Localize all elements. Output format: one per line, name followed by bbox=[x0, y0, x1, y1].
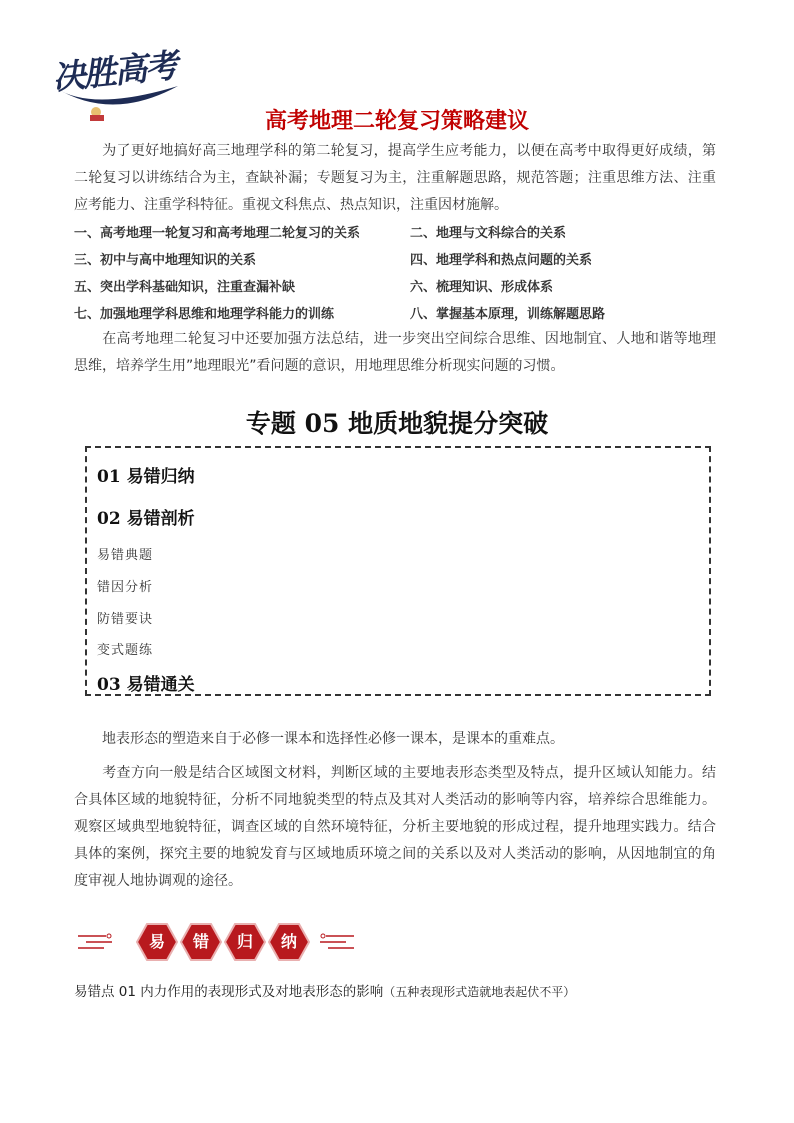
banner-char: 错 bbox=[192, 932, 209, 951]
strategy-row bbox=[74, 220, 734, 247]
section-banner bbox=[76, 914, 356, 970]
strategy-row bbox=[74, 274, 734, 301]
banner-char: 纳 bbox=[280, 932, 297, 951]
left-ornament-icon bbox=[76, 932, 116, 952]
overview-text: 地表形态的塑造来自于必修一课本和选择性必修一课本，是课本的重难点。 bbox=[102, 731, 564, 747]
banner-char: 易 bbox=[148, 932, 165, 951]
strategy-item: 八、掌握基本原理，训练解题思路 bbox=[410, 307, 606, 322]
section-title: 专题 05 地质地貌提分突破 bbox=[245, 409, 549, 438]
toc-heading-3: 03 易错通关 bbox=[97, 675, 195, 695]
page-title: 高考地理二轮复习策略建议 bbox=[264, 109, 529, 134]
toc-sub-item: 变式题练 bbox=[97, 643, 154, 658]
logo-text: 决胜高考 bbox=[50, 45, 178, 98]
banner-char: 归 bbox=[236, 932, 253, 951]
strategy-item: 七、加强地理学科思维和地理学科能力的训练 bbox=[74, 307, 335, 322]
strategy-item: 二、地理与文科综合的关系 bbox=[410, 226, 567, 241]
strategy-item: 一、高考地理一轮复习和高考地理二轮复习的关系 bbox=[74, 226, 361, 241]
strategy-item: 六、梳理知识、形成体系 bbox=[410, 280, 554, 295]
toc-sub-item: 错因分析 bbox=[97, 580, 154, 595]
intro-text: 为了更好地搞好高三地理学科的第二轮复习，提高学生应考能力，以便在高考中取得更好成绩，第二轮复习以讲练结合为主，查缺补漏；专题复习为主，注重解题思路，规范答题；注重思维方法、注重应考能力、注重学科特征。重视文科焦点、热点知识，注重因材施解。 bbox=[74, 143, 716, 213]
toc-heading-1: 01 易错归纳 bbox=[97, 467, 195, 487]
strategy-item: 三、初中与高中地理知识的关系 bbox=[74, 253, 257, 268]
toc-sub-item: 防错要诀 bbox=[97, 612, 154, 627]
toc-heading-2: 02 易错剖析 bbox=[97, 509, 195, 529]
strategy-row bbox=[74, 247, 734, 274]
strategy-item: 五、突出学科基础知识，注重查漏补缺 bbox=[74, 280, 296, 295]
overview-paragraph bbox=[74, 726, 716, 753]
error-point-heading bbox=[74, 980, 575, 1000]
outro-text: 在高考地理二轮复习中还要加强方法总结，进一步突出空间综合思维、因地制宜、人地和谐等地理思维，培养学生用”地理眼光”看问题的意识，用地理思维分析现实问题的习惯。 bbox=[74, 331, 716, 374]
toc-box bbox=[85, 446, 711, 696]
strategy-item: 四、地理学科和热点问题的关系 bbox=[410, 253, 593, 268]
toc-sub-item: 易错典题 bbox=[97, 548, 154, 563]
outro-paragraph bbox=[74, 326, 716, 380]
exam-direction-paragraph bbox=[74, 760, 716, 895]
error-point-note: （五种表现形式造就地表起伏不平） bbox=[383, 985, 576, 999]
exam-direction-text: 考查方向一般是结合区域图文材料，判断区域的主要地表形态类型及特点，提升区域认知能力。结合具体区域的地貌特征，分析不同地貌类型的特点及其对人类活动的影响等内容，培养综合思维能力。观察区域典型地貌特征，调查区域的自然环境特征，分析主要地貌的形成过程，提升地理实践力。结合具体的案例，探究主要的地貌发育与区域地质环境之间的关系以及对人类活动的影响，从因地制宜的角度审视人地协调观的途径。 bbox=[74, 765, 716, 889]
right-ornament-icon bbox=[316, 932, 356, 952]
strategy-list bbox=[74, 220, 734, 328]
strategy-row bbox=[74, 301, 734, 328]
error-point-label: 易错点 01 内力作用的表现形式及对地表形态的影响 bbox=[74, 984, 384, 1000]
intro-paragraph bbox=[74, 138, 716, 219]
